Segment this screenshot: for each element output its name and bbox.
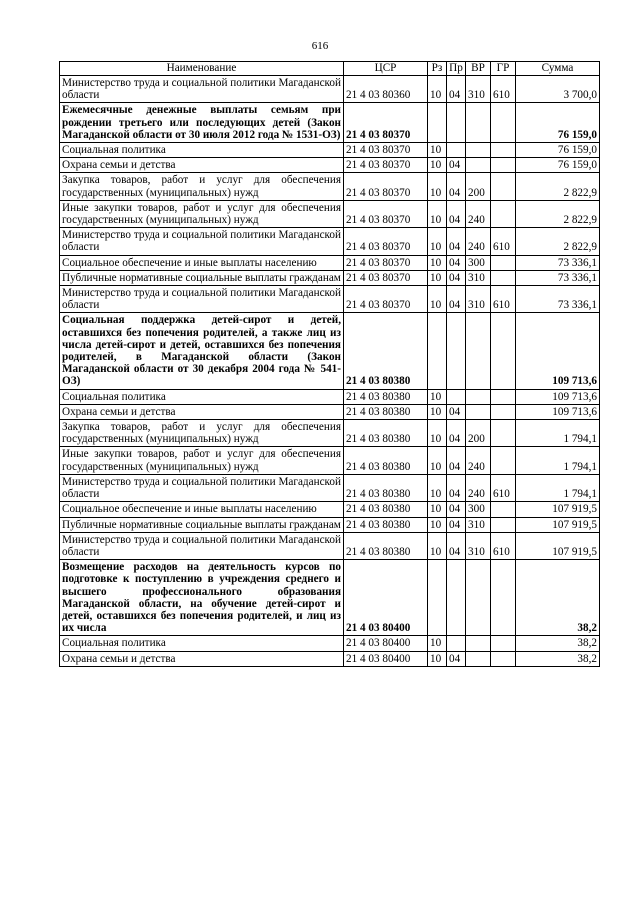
cell-name: Иные закупки товаров, работ и услуг для обеспечения государственных (муниципальных) нужд bbox=[60, 200, 344, 227]
header-rz: Рз bbox=[428, 62, 447, 76]
table-row bbox=[60, 270, 600, 285]
cell-vr: 240 bbox=[466, 474, 491, 501]
cell-vr bbox=[466, 404, 491, 419]
cell-rz bbox=[428, 103, 447, 143]
cell-rz: 10 bbox=[428, 651, 447, 666]
cell-rz: 10 bbox=[428, 502, 447, 517]
table-row bbox=[60, 447, 600, 474]
cell-csr: 21 4 03 80380 bbox=[344, 313, 428, 389]
table-row bbox=[60, 76, 600, 103]
cell-pr: 04 bbox=[447, 173, 466, 200]
cell-sum: 2 822,9 bbox=[516, 173, 600, 200]
cell-pr bbox=[447, 313, 466, 389]
cell-rz: 10 bbox=[428, 404, 447, 419]
cell-sum: 109 713,6 bbox=[516, 389, 600, 404]
cell-gr bbox=[491, 404, 516, 419]
cell-name: Закупка товаров, работ и услуг для обеспечения государственных (муниципальных) нужд bbox=[60, 420, 344, 447]
cell-rz: 10 bbox=[428, 474, 447, 501]
cell-sum: 107 919,5 bbox=[516, 502, 600, 517]
cell-gr bbox=[491, 636, 516, 651]
cell-gr bbox=[491, 560, 516, 636]
cell-vr bbox=[466, 651, 491, 666]
table-row bbox=[60, 636, 600, 651]
header-pr: Пр bbox=[447, 62, 466, 76]
cell-pr: 04 bbox=[447, 532, 466, 559]
table-row bbox=[60, 532, 600, 559]
cell-sum: 109 713,6 bbox=[516, 313, 600, 389]
cell-rz: 10 bbox=[428, 420, 447, 447]
cell-rz: 10 bbox=[428, 76, 447, 103]
cell-pr: 04 bbox=[447, 404, 466, 419]
table-row bbox=[60, 404, 600, 419]
cell-sum: 1 794,1 bbox=[516, 474, 600, 501]
cell-name: Социальная политика bbox=[60, 636, 344, 651]
cell-sum: 76 159,0 bbox=[516, 103, 600, 143]
cell-sum: 76 159,0 bbox=[516, 158, 600, 173]
cell-gr: 610 bbox=[491, 228, 516, 255]
cell-name: Министерство труда и социальной политики Магаданской области bbox=[60, 286, 344, 313]
cell-csr: 21 4 03 80380 bbox=[344, 474, 428, 501]
table-row bbox=[60, 173, 600, 200]
cell-gr bbox=[491, 103, 516, 143]
cell-name: Возмещение расходов на деятельность курсов по подготовке к поступлению в учреждения среднего и высшего профессионального образования Магаданской области, на обучение детей-сирот и детей, оставшихся без попечения родителей, и лиц из их числа bbox=[60, 560, 344, 636]
cell-pr: 04 bbox=[447, 76, 466, 103]
cell-csr: 21 4 03 80370 bbox=[344, 200, 428, 227]
cell-gr: 610 bbox=[491, 532, 516, 559]
table-row bbox=[60, 651, 600, 666]
cell-csr: 21 4 03 80400 bbox=[344, 560, 428, 636]
cell-rz bbox=[428, 560, 447, 636]
cell-pr bbox=[447, 636, 466, 651]
page-number: 616 bbox=[311, 40, 329, 52]
cell-gr bbox=[491, 173, 516, 200]
table-row bbox=[60, 313, 600, 389]
cell-rz: 10 bbox=[428, 517, 447, 532]
cell-gr bbox=[491, 270, 516, 285]
cell-gr bbox=[491, 447, 516, 474]
cell-name: Социальное обеспечение и иные выплаты населению bbox=[60, 502, 344, 517]
cell-pr: 04 bbox=[447, 270, 466, 285]
header-csr: ЦСР bbox=[344, 62, 428, 76]
cell-vr: 200 bbox=[466, 420, 491, 447]
cell-pr: 04 bbox=[447, 447, 466, 474]
cell-rz: 10 bbox=[428, 200, 447, 227]
cell-sum: 38,2 bbox=[516, 560, 600, 636]
cell-pr: 04 bbox=[447, 651, 466, 666]
cell-csr: 21 4 03 80370 bbox=[344, 173, 428, 200]
cell-sum: 109 713,6 bbox=[516, 404, 600, 419]
header-name: Наименование bbox=[60, 62, 344, 76]
cell-name: Министерство труда и социальной политики Магаданской области bbox=[60, 474, 344, 501]
table-row bbox=[60, 103, 600, 143]
cell-name: Публичные нормативные социальные выплаты гражданам bbox=[60, 517, 344, 532]
cell-vr: 310 bbox=[466, 286, 491, 313]
cell-pr: 04 bbox=[447, 286, 466, 313]
header-vr: ВР bbox=[466, 62, 491, 76]
cell-gr bbox=[491, 420, 516, 447]
cell-vr bbox=[466, 313, 491, 389]
header-gr: ГР bbox=[491, 62, 516, 76]
cell-csr: 21 4 03 80380 bbox=[344, 502, 428, 517]
table-row bbox=[60, 228, 600, 255]
cell-csr: 21 4 03 80380 bbox=[344, 532, 428, 559]
cell-rz: 10 bbox=[428, 270, 447, 285]
cell-sum: 73 336,1 bbox=[516, 286, 600, 313]
cell-vr bbox=[466, 103, 491, 143]
cell-gr bbox=[491, 313, 516, 389]
cell-name: Социальная политика bbox=[60, 143, 344, 158]
cell-rz: 10 bbox=[428, 255, 447, 270]
table-row bbox=[60, 389, 600, 404]
cell-pr: 04 bbox=[447, 200, 466, 227]
cell-pr: 04 bbox=[447, 502, 466, 517]
cell-pr: 04 bbox=[447, 517, 466, 532]
cell-gr bbox=[491, 389, 516, 404]
cell-vr: 310 bbox=[466, 517, 491, 532]
cell-pr: 04 bbox=[447, 474, 466, 501]
cell-csr: 21 4 03 80380 bbox=[344, 447, 428, 474]
cell-rz: 10 bbox=[428, 286, 447, 313]
cell-pr: 04 bbox=[447, 228, 466, 255]
cell-sum: 107 919,5 bbox=[516, 532, 600, 559]
cell-csr: 21 4 03 80370 bbox=[344, 158, 428, 173]
cell-rz: 10 bbox=[428, 158, 447, 173]
cell-name: Иные закупки товаров, работ и услуг для обеспечения государственных (муниципальных) нужд bbox=[60, 447, 344, 474]
cell-vr bbox=[466, 636, 491, 651]
table-row bbox=[60, 502, 600, 517]
cell-sum: 2 822,9 bbox=[516, 200, 600, 227]
cell-vr: 240 bbox=[466, 228, 491, 255]
cell-vr bbox=[466, 560, 491, 636]
cell-csr: 21 4 03 80380 bbox=[344, 517, 428, 532]
cell-gr: 610 bbox=[491, 474, 516, 501]
cell-name: Охрана семьи и детства bbox=[60, 158, 344, 173]
table-row bbox=[60, 517, 600, 532]
table-row bbox=[60, 560, 600, 636]
cell-sum: 3 700,0 bbox=[516, 76, 600, 103]
cell-rz: 10 bbox=[428, 636, 447, 651]
table-row bbox=[60, 420, 600, 447]
table-header-row bbox=[60, 62, 600, 76]
cell-vr bbox=[466, 389, 491, 404]
cell-name: Социальная политика bbox=[60, 389, 344, 404]
table-row bbox=[60, 286, 600, 313]
cell-name: Социальная поддержка детей-сирот и детей, оставшихся без попечения родителей, а также лиц из числа детей-сирот и детей, оставшихся без попечения родителей, в Магаданской области (Закон Магаданской области от 30 декабря 2004 года № 541-ОЗ) bbox=[60, 313, 344, 389]
cell-gr bbox=[491, 255, 516, 270]
cell-sum: 2 822,9 bbox=[516, 228, 600, 255]
cell-gr bbox=[491, 502, 516, 517]
cell-name: Публичные нормативные социальные выплаты гражданам bbox=[60, 270, 344, 285]
cell-rz: 10 bbox=[428, 228, 447, 255]
cell-rz: 10 bbox=[428, 389, 447, 404]
cell-vr: 300 bbox=[466, 255, 491, 270]
cell-name: Социальное обеспечение и иные выплаты населению bbox=[60, 255, 344, 270]
cell-gr bbox=[491, 517, 516, 532]
cell-rz bbox=[428, 313, 447, 389]
cell-name: Ежемесячные денежные выплаты семьям при рождении третьего или последующих детей (Закон Магаданской области от 30 июля 2012 года № 1531-ОЗ) bbox=[60, 103, 344, 143]
cell-rz: 10 bbox=[428, 173, 447, 200]
cell-csr: 21 4 03 80380 bbox=[344, 389, 428, 404]
cell-pr bbox=[447, 560, 466, 636]
cell-name: Министерство труда и социальной политики Магаданской области bbox=[60, 76, 344, 103]
cell-gr: 610 bbox=[491, 286, 516, 313]
cell-csr: 21 4 03 80370 bbox=[344, 270, 428, 285]
cell-csr: 21 4 03 80370 bbox=[344, 286, 428, 313]
cell-sum: 38,2 bbox=[516, 636, 600, 651]
cell-gr bbox=[491, 143, 516, 158]
cell-vr bbox=[466, 143, 491, 158]
cell-rz: 10 bbox=[428, 532, 447, 559]
cell-sum: 1 794,1 bbox=[516, 420, 600, 447]
cell-sum: 38,2 bbox=[516, 651, 600, 666]
cell-vr: 300 bbox=[466, 502, 491, 517]
cell-gr bbox=[491, 651, 516, 666]
table-row bbox=[60, 143, 600, 158]
cell-pr bbox=[447, 143, 466, 158]
cell-vr: 240 bbox=[466, 200, 491, 227]
budget-table bbox=[59, 61, 600, 667]
cell-pr: 04 bbox=[447, 255, 466, 270]
cell-sum: 1 794,1 bbox=[516, 447, 600, 474]
cell-name: Министерство труда и социальной политики Магаданской области bbox=[60, 532, 344, 559]
cell-name: Охрана семьи и детства bbox=[60, 651, 344, 666]
table-row bbox=[60, 474, 600, 501]
cell-name: Охрана семьи и детства bbox=[60, 404, 344, 419]
cell-csr: 21 4 03 80370 bbox=[344, 255, 428, 270]
cell-name: Министерство труда и социальной политики Магаданской области bbox=[60, 228, 344, 255]
cell-sum: 107 919,5 bbox=[516, 517, 600, 532]
cell-pr bbox=[447, 103, 466, 143]
table-row bbox=[60, 255, 600, 270]
cell-csr: 21 4 03 80380 bbox=[344, 404, 428, 419]
cell-gr: 610 bbox=[491, 76, 516, 103]
cell-csr: 21 4 03 80370 bbox=[344, 103, 428, 143]
cell-csr: 21 4 03 80380 bbox=[344, 420, 428, 447]
table-body bbox=[60, 76, 600, 667]
cell-csr: 21 4 03 80400 bbox=[344, 636, 428, 651]
cell-gr bbox=[491, 158, 516, 173]
cell-name: Закупка товаров, работ и услуг для обеспечения государственных (муниципальных) нужд bbox=[60, 173, 344, 200]
cell-sum: 73 336,1 bbox=[516, 270, 600, 285]
cell-vr: 310 bbox=[466, 76, 491, 103]
cell-pr: 04 bbox=[447, 420, 466, 447]
cell-gr bbox=[491, 200, 516, 227]
table-row bbox=[60, 200, 600, 227]
cell-csr: 21 4 03 80400 bbox=[344, 651, 428, 666]
cell-csr: 21 4 03 80370 bbox=[344, 143, 428, 158]
table-row bbox=[60, 158, 600, 173]
cell-vr: 200 bbox=[466, 173, 491, 200]
cell-pr: 04 bbox=[447, 158, 466, 173]
cell-sum: 73 336,1 bbox=[516, 255, 600, 270]
header-sum: Сумма bbox=[516, 62, 600, 76]
cell-csr: 21 4 03 80370 bbox=[344, 228, 428, 255]
cell-vr: 310 bbox=[466, 532, 491, 559]
cell-vr: 240 bbox=[466, 447, 491, 474]
cell-csr: 21 4 03 80360 bbox=[344, 76, 428, 103]
cell-pr bbox=[447, 389, 466, 404]
cell-vr: 310 bbox=[466, 270, 491, 285]
cell-sum: 76 159,0 bbox=[516, 143, 600, 158]
cell-rz: 10 bbox=[428, 143, 447, 158]
cell-rz: 10 bbox=[428, 447, 447, 474]
cell-vr bbox=[466, 158, 491, 173]
